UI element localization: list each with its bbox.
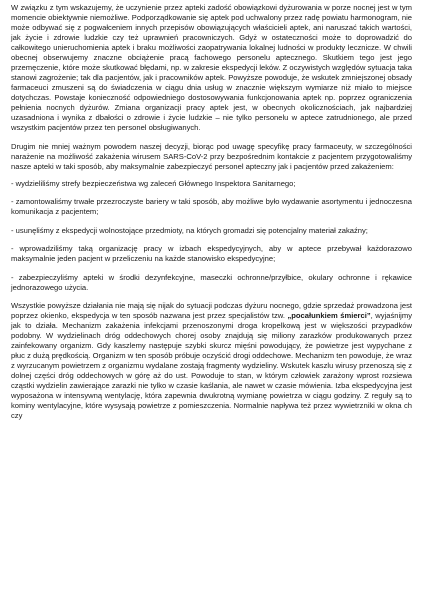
- paragraph-night-window-mechanism: [11, 301, 412, 421]
- list-item-removed-objects: - usunęliśmy z ekspedycji wolnostojące przedmioty, na których gromadzi się potencjalny materiał zakaźny;: [11, 225, 368, 235]
- list-item-disinfection-supplies: - zabezpieczyliśmy apteki w środki dezynfekcyjne, maseczki ochronne/przyłbice, okulary ochronne i rękawice jednorazowego użycia.: [11, 272, 412, 292]
- protective-measures-list: [11, 179, 412, 293]
- night-window-text-start: Wszystkie powyższe działania nie mają się nijak do sytuacji podczas dyżuru nocnego, gdzie sprzedaż prowadzona jest poprzez okienko, ekspedycja w ten sposób nazwana jest przez specjalistów tzw.: [11, 301, 412, 320]
- kiss-of-death-term: „pocałunkiem śmierci”: [287, 311, 371, 320]
- list-item-transparent-barriers: - zamontowaliśmy trwałe przezroczyste bariery w taki sposób, aby możliwe było wydawanie asortymentu i jednoczesna komunikacja z pacjentem;: [11, 197, 412, 216]
- list-item-safety-zones: - wydzieliliśmy strefy bezpieczeństwa wg zaleceń Głównego Inspektora Sanitarnego;: [11, 178, 296, 188]
- paragraph-infection-risk-intro: Drugim nie mniej ważnym powodem naszej decyzji, biorąc pod uwagę specyfikę pracy farmaceuty, w szczególności narażenie na możliwość zakażenia wirusem SARS-CoV-2 przy bezpośrednim kontakcie z pacjentem przygotowaliśmy nasze apteki w taki sposób, aby maksymalnie zabezpieczyć personel apteczny jak i pacjentów przed zakażeniem:: [11, 141, 412, 171]
- list-item-one-patient-rule: - wprowadziliśmy taką organizację pracy w izbach ekspedycyjnych, aby w aptece przebywał każdorazowo maksymalnie jeden pacjent w przeliczeniu na każde stanowisko ekspedycyjne;: [11, 244, 412, 263]
- night-window-text-rest: , wyjaśnijmy jak to działa. Mechanizm zakażenia infekcjami przenoszonymi droga kropelkową jest w większości przypadków podobny. W wydzielinach dróg oddechowych chorej osoby znajdują się miliony zarazków produkowanych przez zainfekowany organizm. Gdy kaszlemy następuje szybki skurcz mięśni powodujący, że powietrze jest wypychane z płuc z dużą prędkością. Organizm w ten sposób próbuje oczyścić drogi oddechowe. Mechanizm ten powoduje, że wraz z wyrzucanym powietrzem z organizmu wydalane zostają fragmenty wydzieliny. Wskutek kaszlu wirusy przenoszą się z dolnej części dróg oddechowych w górę aż do ust. Powoduje to stan, w którym człowiek zarażony wprost rozsiewa cząstki wydzielin zawierające zarazki nie tylko w czasie kaślania, ale nawet w czasie mówienia. Izba ekspedycyjna jest wyposażona w intensywną wentylację, która zapewnia dwukrotną wymianę powietrza w ciągu godziny. Z reguły są to kominy wentylacyjne, które wysysają powietrze z pomieszczenia. Normalnie napływa też przez wywietrzniki w okna ch czy: [11, 311, 412, 420]
- paragraph-duty-impossibility: W związku z tym wskazujemy, że uczynienie przez apteki zadość obowiązkowi dyżurowania w porze nocnej jest w tym momencie obiektywnie niemożliwe. Podporządkowanie się aptek pod uchwalony przez radę powiatu harmonogram, nie może odbywać się z pogwałceniem innych przepisów obowiązujących właścicieli aptek, ani naruszać takich wartości, jak życie i zdrowie ludzkie czy też uprawnień pracowniczych. Gdyż w ostateczności może to doprowadzić do całkowitego unieruchomienia aptek i braku możliwości zaopatrywania lokalnej ludności w produkty lecznicze. W chwili obecnej obserwujemy znaczne obciążenie pracą fachowego personelu aptecznego. Skutkiem tego jest jego przemęczenie, które może skutkować błędami, np. w zakresie ekspedycji leków. Z oczywistych względów sytuacja taka stanowi zagrożenie; tak dla pacjentów, jak i pracowników aptek. Powyższe powoduje, że wskutek zmniejszonej obsady farmaceuci zmuszeni są do świadczenia w ciągu dnia usług w znacznie większym wymiarze niż miało to miejsce dotychczas. Powstaje konieczność odpowiedniego dostosowywania funkcjonowania aptek np. poprzez ograniczenia pełnienia nocnych dyżurów. Zmiana organizacji pracy aptek jest, w obecnych okolicznościach, jak najbardziej uzasadniona i wynika z dbałości o zdrowie i życie ludzkie – nie tylko personelu w aptece zatrudnionego, ale przed wszystkim pacjentów przez ten personel obsługiwanych.: [11, 3, 412, 132]
